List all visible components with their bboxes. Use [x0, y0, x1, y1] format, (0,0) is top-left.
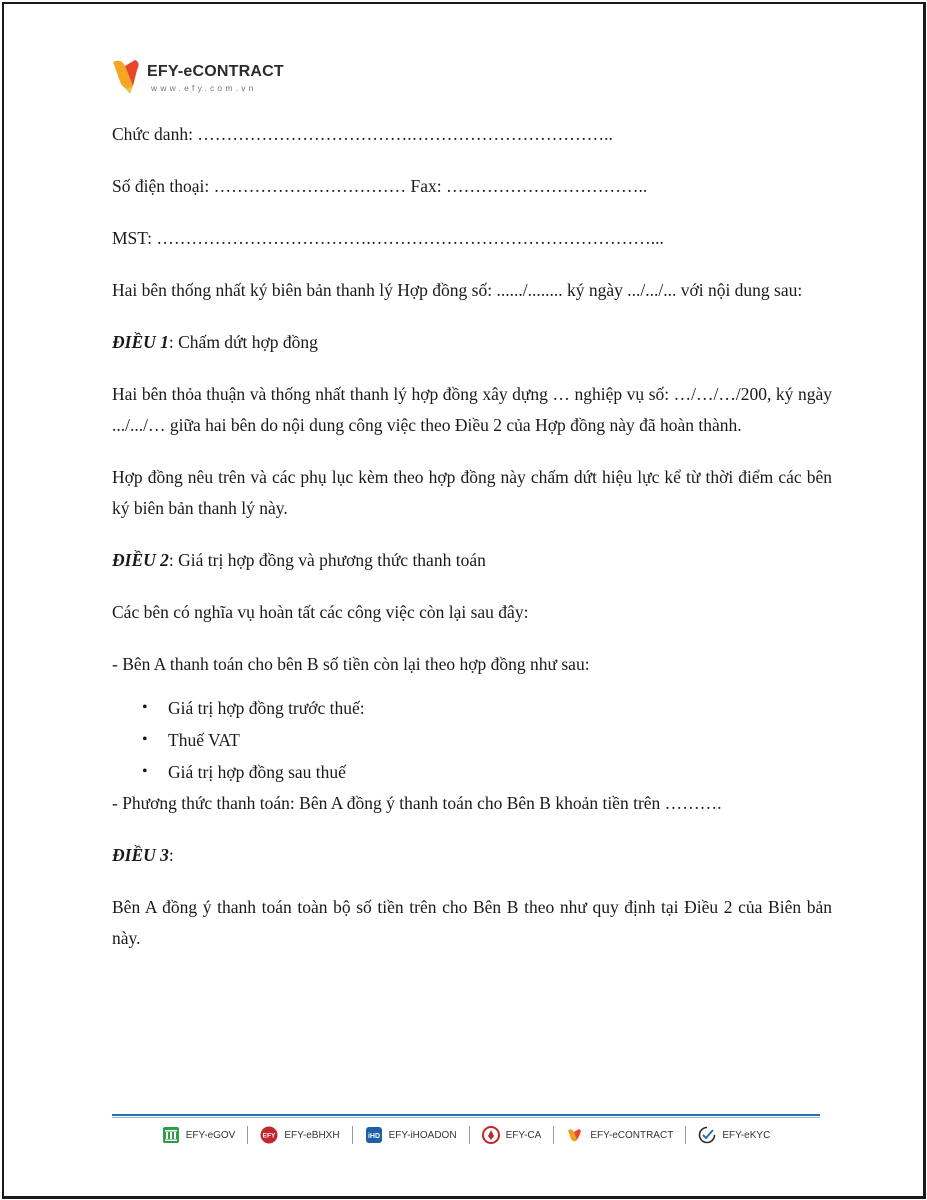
footer-brand-bar: [112, 1122, 820, 1148]
brand-ekyc: [686, 1126, 782, 1144]
brand-ebhxh: [248, 1126, 351, 1144]
article-3-paragraph-1: Bên A đồng ý thanh toán toàn bộ số tiền trên cho Bên B theo như quy định tại Điều 2 của Biên bản này.: [112, 897, 832, 948]
job-title-line: Chức danh: ……………………………….……………………………..: [112, 124, 613, 144]
article-1-title: : Chấm dứt hợp đồng: [168, 332, 318, 352]
article-1-paragraph-2: Hợp đồng nêu trên và các phụ lục kèm theo hợp đồng này chấm dứt hiệu lực kể từ thời điểm các bên ký biên bản thanh lý này.: [112, 467, 832, 518]
article-1-paragraph-1: Hai bên thỏa thuận và thống nhất thanh lý hợp đồng xây dựng … nghiệp vụ số: …/…/…/200, ký ngày .../.../… giữa hai bên do nội dung công việc theo Điều 2 của Hợp đồng này đã hoàn thành.: [112, 384, 832, 435]
brand-econtract: [554, 1126, 685, 1144]
article-1-heading: [112, 327, 832, 358]
brand-ca: [470, 1126, 554, 1144]
payment-items-list: [112, 692, 832, 788]
article-2-title: : Giá trị hợp đồng và phương thức thanh toán: [168, 550, 486, 570]
document-body: [112, 119, 832, 975]
list-item: • Giá trị hợp đồng sau thuế: [142, 756, 832, 788]
intro-paragraph: Hai bên thống nhất ký biên bản thanh lý Hợp đồng số: ....../........ ký ngày .../.../... với nội dung sau:: [112, 280, 803, 300]
pen-logo-icon: [111, 56, 147, 96]
list-item: • Giá trị hợp đồng trước thuế:: [142, 692, 832, 724]
article-2-paragraph-2: - Bên A thanh toán cho bên B số tiền còn lại theo hợp đồng như sau:: [112, 654, 590, 674]
article-2-heading: [112, 545, 832, 576]
article-2-paragraph-1: Các bên có nghĩa vụ hoàn tất các công việc còn lại sau đây:: [112, 602, 529, 622]
article-2-label: ĐIỀU 2: [112, 550, 169, 570]
brand-ihoadon: [353, 1126, 469, 1144]
article-2-paragraph-3: - Phương thức thanh toán: Bên A đồng ý thanh toán cho Bên B khoản tiền trên ……….: [112, 793, 722, 813]
certificate-authority-icon: [482, 1126, 500, 1144]
brand-ca-label: EFY-CA: [505, 1129, 542, 1141]
brand-ihoadon-label: EFY-iHOADON: [388, 1129, 457, 1141]
brand-ebhxh-label: EFY-eBHXH: [284, 1129, 340, 1141]
logo-text: EFY-eCONTRACT: [147, 63, 284, 80]
efy-badge-icon: [260, 1126, 278, 1144]
logo-url: www.efy.com.vn: [151, 83, 257, 93]
invoice-icon: [365, 1126, 383, 1144]
article-3-heading: [112, 840, 832, 871]
phone-fax-line: Số điện thoại: …………………………… Fax: ……………………………..: [112, 176, 648, 196]
efy-badge-text: EFY: [263, 1132, 276, 1140]
verification-check-icon: [698, 1126, 716, 1144]
invoice-icon-text: iHD: [367, 1133, 380, 1140]
government-building-icon: [162, 1126, 180, 1144]
article-3-label: ĐIỀU 3: [112, 845, 169, 865]
tax-code-line: MST: ……………………………….…………………………………………...: [112, 228, 664, 248]
brand-egov-label: EFY-eGOV: [185, 1129, 236, 1141]
pen-icon: [566, 1126, 584, 1144]
brand-ekyc-label: EFY-eKYC: [722, 1129, 771, 1141]
article-1-label: ĐIỀU 1: [112, 332, 169, 352]
footer-divider: [112, 1114, 820, 1116]
brand-econtract-label: EFY-eCONTRACT: [590, 1129, 674, 1141]
document-page: [2, 2, 926, 1199]
list-item: • Thuế VAT: [142, 724, 832, 756]
footer-divider-thin: [112, 1117, 820, 1118]
article-3-title: :: [168, 845, 174, 865]
brand-egov: [150, 1126, 248, 1144]
